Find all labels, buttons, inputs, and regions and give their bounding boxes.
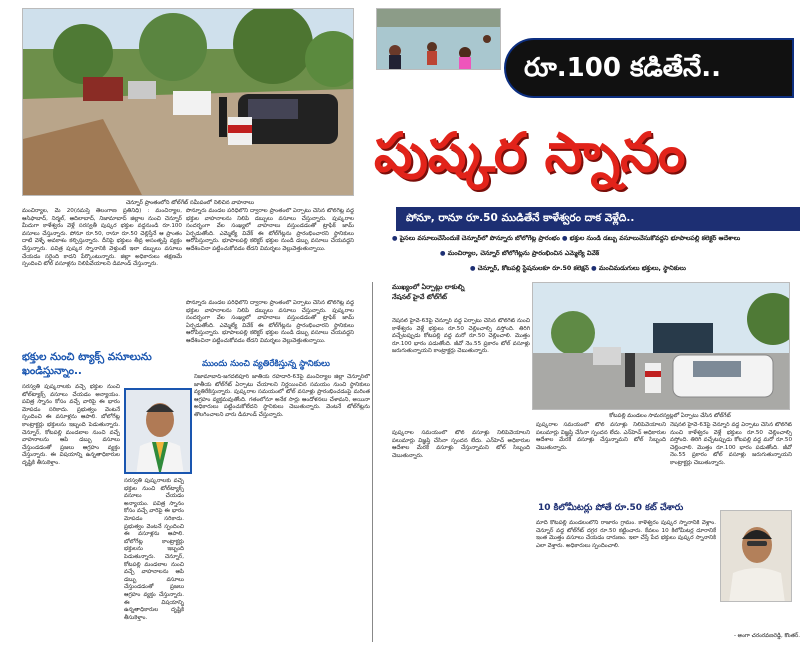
devotees-col-text: సరస్వతీ పుష్కరాలకు వచ్చే భక్తుల నుంచి టోల్‌ట్యాక్స్ వసూలు చేయడం అన్యాయం. పవిత్ర స్నానం కోసం వచ్చే వారిపై ఈ భారం మోపడం సరికాదు. ప్రభుత్వం వెంటనే స్పందించి ఈ వసూళ్లను ఆపాలి. బోలోగేట్ల కాంట్రాక్టర్లు భక్తులను ఇబ్బంది పెడుతున్నారు. చెన్నూర్, కోటపల్లి మండలాల నుంచి వచ్చే వాహనాలను ఆపి డబ్బు వసూలు చేస్తుండడంతో ప్రజలు ఆగ్రహం వ్యక్తం చేస్తున్నారు. ఈ విషయాన్ని ఉన్నతాధికారుల దృష్టికి తీసుకెళ్తాం.	[22, 384, 120, 466]
bullet-row-3: ● చెన్నూర్, కోటపల్లి స్టేషనులకూ రూ.50 కలెక్షన్ ● మంచిమడుగులు భక్తులు, స్థానికులు	[470, 265, 686, 272]
bullet-row-2: ● మంచిర్యాల, చెన్నూర్ బోలోగేట్లను ప్రారంభించిన ఎమ్మెల్యే వివేక్	[440, 250, 600, 257]
article-col-3: నేషనల్ హైవే-63పై చెన్నూర్ వద్ద ఏర్పాటు చేసిన టోల్‌గేట్ నుంచి కాళేశ్వరం వెళ్లే భక్తులు రూ.50 చెల్లించాల్సి వస్తోంది. తిరిగి వచ్చేటప్పుడు కోటపల్లి వద్ద మరో రూ.50 చెల్లించాలి. మొత్తం రూ.100 భారం పడుతోంది. జీవో నెం.55 ప్రకారం టోల్ వసూళ్లు జరుగుతున్నాయని కాంట్రాక్టర్లు చెబుతున్నారు.	[392, 318, 530, 355]
article-col-3-lower: పుష్కరాల సమయంలో టోల్ వసూళ్లు నిలిపివేయాలని పలుమార్లు విజ్ఞప్తి చేసినా స్పందన లేదు. ఎన్‌హెచ్ అధికారుల ఆదేశాల మేరకే వసూళ్లు చేస్తున్నామని టోల్ సిబ్బంది చెబుతున్నారు.	[536, 422, 666, 451]
toll-gate-photo	[22, 8, 354, 196]
bullet-3: మంచిర్యాల, చెన్నూర్ బోలోగేట్లను ప్రారంభించిన ఎమ్మెల్యే వివేక్	[447, 250, 600, 257]
bullet-1: పైసలు వసూలుచేసేందుకే చెన్నూర్‌లో పొన్నూరు బోలోగేట్ల ప్రారంభం	[399, 235, 560, 242]
pushkar-bathing-photo	[376, 8, 501, 70]
locals-col-text: నిజామాబాద్-జగదల్‌పూర్ జాతీయ రహదారి-63పై మంచిర్యాల జిల్లా చెన్నూర్‌లో జాతీయ టోల్‌గేట్ ఏర్పాటు చేయాలని నిర్ణయించిన సమయం నుంచి స్థానికులు వ్యతిరేకిస్తున్నారు. పుష్కరాల సమయంలో టోల్ వసూళ్లు ప్రారంభించడంపై మరింత ఆగ్రహం వ్యక్తమవుతోంది. గతంలోనూ అనేక సార్లు ఆందోళనలు చేశామని, అయినా అధికారులు పట్టించుకోలేదని స్థానికులు చెబుతున్నారు. వెంటనే టోల్‌గేట్లను తొలగించాలని వారు డిమాండ్ చేస్తున్నారు.	[194, 374, 370, 418]
subheadline-text: పోనూ, రానూ రూ.50 ముడితేనే కాళేశ్వరం దాక వెళ్లేది..	[406, 212, 635, 224]
main-headline: పుష్కర స్నానం	[374, 121, 686, 184]
leader-photo	[124, 388, 192, 474]
badge-text: రూ.100 కడితేనే..	[524, 53, 722, 83]
subheadline-bar	[396, 207, 800, 231]
bullet-row-1: ● పైసలు వసూలుచేసేందుకే చెన్నూర్‌లో పొన్నూరు బోలోగేట్ల ప్రారంభం ● భక్తుల నుండి డబ్బు వసూలుచేసుకోవద్దని భూపాలపల్లి కలెక్టర్ ఆదేశాలు	[392, 235, 741, 242]
pushkar-bathing-photo-art	[377, 9, 501, 70]
article-col-2-cont: పొన్నూరు మండల పరిధిలోని ద్వారాల ప్రాంతంలో ఏర్పాటు చేసిన టోల్‌గేట్ల వద్ద భక్తుల వాహనాలను నిలిపి డబ్బులు వసూలు చేస్తున్నారు. పుష్కరాల సందర్భంగా వేల సంఖ్యలో వాహనాలు వస్తుండడంతో ట్రాఫిక్ జామ్ ఏర్పడుతోంది. ఎమ్మెల్యే వివేక్ ఈ టోల్‌గేట్లను ప్రారంభించారని స్థానికులు ఆరోపిస్తున్నారు. భూపాలపల్లి కలెక్టర్ భక్తుల నుండి డబ్బు వసూలు చేయవద్దని ఆదేశించినా పట్టించుకోవడం లేదని విమర్శలు వెల్లువెత్తుతున్నాయి.	[186, 300, 354, 344]
bullet-2: భక్తుల నుండి డబ్బు వసూలుచేసుకోవద్దని భూపాలపల్లి కలెక్టర్ ఆదేశాలు	[569, 235, 741, 242]
article-col-3-cont: పుష్కరాల సమయంలో టోల్ వసూళ్లు నిలిపివేయాలని పలుమార్లు విజ్ఞప్తి చేసినా స్పందన లేదు. ఎన్‌హెచ్ అధికారుల ఆదేశాల మేరకే వసూళ్లు చేస్తున్నామని టోల్ సిబ్బంది చెబుతున్నారు.	[392, 430, 530, 459]
tenkm-col-text: మాది కోటపల్లి మండలంలోని రాజారం గ్రామం. కాళేశ్వరం పుష్కర స్నానానికి వెళ్లాం. చెన్నూర్ వద్ద టోల్‌గేట్ దగ్గర రూ.50 కట్టించారు. కేవలం 10 కిలోమీటర్ల దూరానికే ఇంత మొత్తం వసూలు చేయడం దారుణం. ఇలా చేస్తే పేద భక్తులు పుష్కర స్నానానికి ఎలా వెళ్తారు. అధికారులు స్పందించాలి.	[536, 520, 716, 549]
leader-photo-art	[126, 390, 192, 474]
author-photo	[720, 510, 792, 602]
top-photo-caption: చెన్నూర్ ప్రాంతంలోని టోల్‌గేట్ సమీపంలో నిలిచిన వాహనాలు	[125, 200, 255, 206]
bullet-5: మంచిమడుగులు భక్తులు, స్థానికులు	[598, 265, 686, 272]
devotees-col-text-2: సరస్వతీ పుష్కరాలకు వచ్చే భక్తుల నుంచి టోల్‌ట్యాక్స్ వసూలు చేయడం అన్యాయం. పవిత్ర స్నానం కోసం వచ్చే వారిపై ఈ భారం మోపడం సరికాదు. ప్రభుత్వం వెంటనే స్పందించి ఈ వసూళ్లను ఆపాలి. బోలోగేట్ల కాంట్రాక్టర్లు భక్తులను ఇబ్బంది పెడుతున్నారు. చెన్నూర్, కోటపల్లి మండలాల నుంచి వచ్చే వాహనాలను ఆపి డబ్బు వసూలు చేస్తుండడంతో ప్రజలు ఆగ్రహం వ్యక్తం చేస్తున్నారు. ఈ విషయాన్ని ఉన్నతాధికారుల దృష్టికి తీసుకెళ్తాం.	[124, 478, 184, 621]
right-photo-caption: కోటపల్లి మండలం సామరస్వట్లలో ఏర్పాటు చేసిన టోల్‌గేట్	[609, 413, 731, 419]
section-devotees-heading: భక్తుల నుంచి ట్యాక్స్ వసూలును ఖండిస్తున్నాం..	[22, 351, 152, 377]
headline-badge	[504, 38, 794, 98]
section-tenkm-heading: 10 కిలోమీటర్లు పోతే రూ.50 కట్ చేశారు	[538, 503, 684, 513]
kotapalli-toll-photo	[532, 282, 790, 410]
section-tenders-heading: ముఖ్యంలో ఏర్పాట్లు లాకుల్ని నేషనల్ హైవే టోల్‌గేట్	[392, 283, 465, 301]
author-photo-art	[721, 511, 792, 602]
bullet-4: చెన్నూర్, కోటపల్లి స్టేషనులకూ రూ.50 కలెక్షన్	[477, 265, 589, 272]
article-col-1: మంచిర్యాల, మే 20(నమస్తే తెలంగాణ ప్రతినిధి) : మంచిర్యాల, ఆసిఫాబాద్, నిర్మల్, ఆదిలాబాద్, నిజామాబాద్ జిల్లాల నుంచి చెన్నూర్ మీదుగా కాళేశ్వరం వెళ్లే సరస్వతీ పుష్కర భక్తుల వద్దనుండి రూ.100 వసూలు చేస్తున్నారు. పోనూ రూ.50, రానూ రూ.50 చెల్లిస్తేనే ఆ ప్రాంతం దాటి వెళ్ళే అవకాశం కల్పిస్తున్నారు. దీనిపై భక్తులు తీవ్ర అసంతృప్తి వ్యక్తం చేస్తున్నారు. పవిత్ర పుష్కర స్నానానికి వెళ్తుంటే ఇలా డబ్బులు వసూలు చేయడం సరైంది కాదని పేర్కొంటున్నారు. జిల్లా అధికారులు తక్షణమే స్పందించి టోల్ వసూళ్లను నిలిపివేయాలని డిమాండ్ చేస్తున్నారు.	[22, 208, 182, 268]
toll-gate-photo-art	[23, 9, 354, 196]
author-credit: - అంగా చరంరవణరెడ్డి, కొంతర్.	[733, 633, 800, 639]
section-locals-heading: ముందు నుంచి వ్యతిరేకిస్తున్న స్థానికులు	[202, 359, 330, 369]
article-col-2: పొన్నూరు మండల పరిధిలోని ద్వారాల ప్రాంతంలో ఏర్పాటు చేసిన టోల్‌గేట్ల వద్ద భక్తుల వాహనాలను నిలిపి డబ్బులు వసూలు చేస్తున్నారు. పుష్కరాల సందర్భంగా వేల సంఖ్యలో వాహనాలు వస్తుండడంతో ట్రాఫిక్ జామ్ ఏర్పడుతోంది. ఎమ్మెల్యే వివేక్ ఈ టోల్‌గేట్లను ప్రారంభించారని స్థానికులు ఆరోపిస్తున్నారు. భూపాలపల్లి కలెక్టర్ భక్తుల నుండి డబ్బు వసూలు చేయవద్దని ఆదేశించినా పట్టించుకోవడం లేదని విమర్శలు వెల్లువెత్తుతున్నాయి.	[186, 208, 354, 252]
column-divider	[372, 282, 373, 642]
kotapalli-toll-photo-art	[533, 283, 790, 410]
article-col-4-lower: నేషనల్ హైవే-63పై చెన్నూర్ వద్ద ఏర్పాటు చేసిన టోల్‌గేట్ నుంచి కాళేశ్వరం వెళ్లే భక్తులు రూ.50 చెల్లించాల్సి వస్తోంది. తిరిగి వచ్చేటప్పుడు కోటపల్లి వద్ద మరో రూ.50 చెల్లించాలి. మొత్తం రూ.100 భారం పడుతోంది. జీవో నెం.55 ప్రకారం టోల్ వసూళ్లు జరుగుతున్నాయని కాంట్రాక్టర్లు చెబుతున్నారు.	[670, 422, 792, 466]
